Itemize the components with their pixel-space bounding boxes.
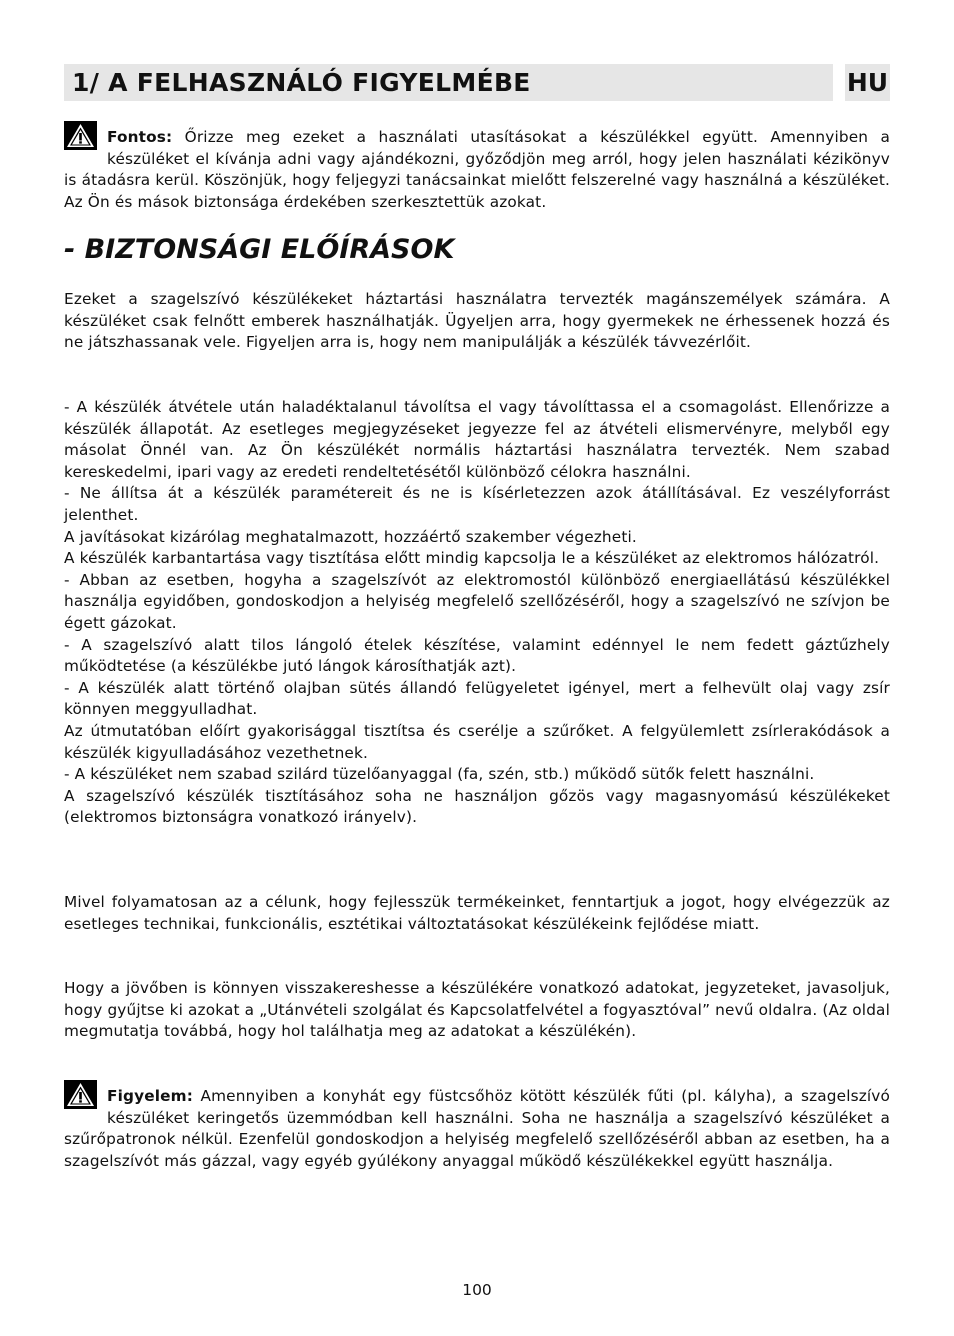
safety-list [64, 397, 890, 829]
attention-notice [64, 1086, 890, 1172]
attention-label: Figyelem: [107, 1087, 194, 1105]
safety-item: - Abban az esetben, hogyha a szagelszívót az elektromostól különböző energiaellátású készülékkel használja egyidőben, gondoskodjon a helyiség megfelelő szellőzéséről, hogy a szagelszívó ne szívjon be égett gázokat. [64, 570, 890, 632]
attention-text: Amennyiben a konyhát egy füstcsőhöz kötött készülék fűti (pl. kályha), a szagelszívó készüléket keringetős üzemmódban kell használni. Soha ne használja a szagelszívó készüléket a szűrőpatronok nélkül. Ezenfelül gondoskodjon a helyiség megfelelő szellőzéséről abban az esetben, ha a szagelszívót más gázzal, vagy egyéb gyúlékony anyaggal működő készülékekkel együtt használja. [64, 1087, 890, 1170]
safety-item: - Ne állítsa át a készülék paramétereit és ne is kísérletezzen azok átállításával. Ez veszélyforrást jelenthet. [64, 484, 890, 524]
warning-triangle-icon [64, 1080, 97, 1109]
safety-item: - A készüléket nem szabad szilárd tüzelőanyaggal (fa, szén, stb.) működő sütők felett használni. [64, 765, 815, 784]
important-notice-paragraph [64, 127, 890, 213]
safety-item: - A szagelszívó alatt tilos lángoló ételek készítése, valamint edénnyel le nem fedett gáztűzhely működtetése (a készülékbe jutó lángok károsíthatják azt). [64, 635, 890, 676]
safety-item: A szagelszívó készülék tisztításához soha ne használjon gőzös vagy magasnyomású készülékeket (elektromos biztonságra vonatkozó irányelv). [64, 786, 890, 827]
important-label: Fontos: [107, 128, 173, 146]
important-notice [64, 127, 890, 213]
language-code: HU [846, 68, 889, 97]
page-title: 1/ A FELHASZNÁLÓ FIGYELMÉBE [72, 68, 531, 97]
safety-item: - A készülék átvétele után haladéktalanul távolítsa el vagy távolíttassa el a csomagolást. Ellenőrizze a készülék állapotát. Az esetleges megjegyzéseket jegyezze fel az átvételi elismervényre, melyből egy másolat Önnél van. Az Ön készülékét normális háztartási használatra tervezték. Nem szabad kereskedelmi, ipari vagy az eredeti rendeltetésétől különböző célokra használni. [64, 398, 890, 481]
safety-item: - A készülék alatt történő olajban sütés állandó felügyeletet igényel, mert a felhevült olaj vagy zsír könnyen meggyulladhat. [64, 678, 890, 719]
service-note: Hogy a jövőben is könnyen visszakereshesse a készülékére vonatkozó adatokat, jegyzeteket, javasoljuk, hogy gyűjtse ki azokat a „Utánvételi szolgálat és Kapcsolatfelvétel a fogyasztóval” nevű oldalra. (Az oldal megmutatja továbbá, hogy hol találhatja meg az adatokat a készülékén). [64, 979, 890, 1041]
section-title: - BIZTONSÁGI ELŐÍRÁSOK [64, 234, 455, 265]
language-badge [845, 64, 890, 101]
development-note: Mivel folyamatosan az a célunk, hogy fejlesszük termékeinket, fenntartjuk a jogot, hogy elvégezzük az esetleges technikai, funkcionális, esztétikai változtatásokat készülékeink fejlődése miatt. [64, 893, 890, 933]
safety-item: Az útmutatóban előírt gyakorisággal tisztítsa és cserélje a szűrőket. A felgyülemlett zsírlerakódások a készülék kigyulladásához vezethetnek. [64, 721, 890, 762]
header-bar [64, 64, 833, 101]
warning-triangle-icon [64, 121, 97, 150]
safety-item: A javításokat kizárólag meghatalmazott, hozzáértő szakember végezheti. [64, 527, 637, 546]
attention-notice-paragraph [64, 1086, 890, 1172]
intro-paragraph: Ezeket a szagelszívó készülékeket háztartási használatra tervezték magánszemélyek számára. A készüléket csak felnőtt emberek használhatják. Ügyeljen arra, hogy gyermekek ne érhessenek hozzá és ne játszhassanak vele. Figyeljen arra is, hogy nem manipulálják a készülék távvezérlőit. [64, 290, 890, 352]
safety-item: A készülék karbantartása vagy tisztítása előtt mindig kapcsolja le a készüléket az elektromos hálózatról. [64, 549, 880, 568]
page-number: 100 [462, 1281, 492, 1299]
important-text: Őrizze meg ezeket a használati utasításokat a készülékkel együtt. Amennyiben a készüléket el kívánja adni vagy ajándékozni, győződjön meg arról, hogy jelen használati kézikönyv is átadásra kerül. Köszönjük, hogy feljegyzi tanácsainkat mielőtt felszerelné vagy használná a készüléket. Az Ön és mások biztonsága érdekében szerkesztettük azokat. [64, 128, 890, 211]
